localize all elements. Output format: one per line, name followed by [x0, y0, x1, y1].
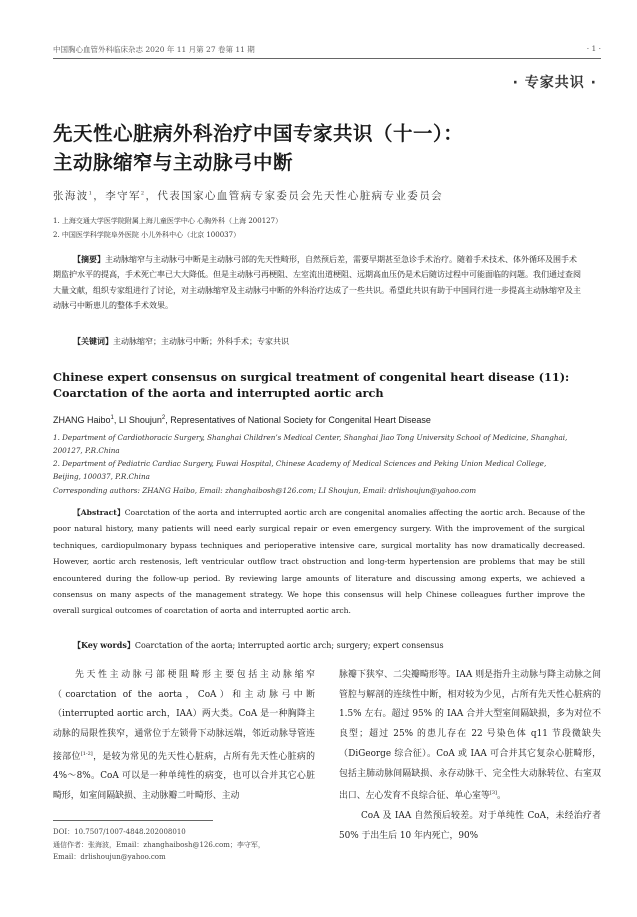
doi-label: DOI： [53, 828, 75, 836]
body-right-paragraph-1 [339, 666, 601, 807]
title-cn-line1: 先天性心脏病外科治疗中国专家共识（十一）： [53, 122, 464, 145]
author-group-cn: ，代表国家心血管病专家委员会先天性心脏病专业委员会 [145, 190, 443, 202]
footnote-divider [53, 820, 213, 821]
author-group-en: , Representatives of National Society for Congenital Heart Disease [165, 415, 431, 425]
body-column-right [339, 666, 601, 846]
author-1-en: ZHANG Haibo [53, 415, 111, 425]
authors-en [53, 415, 431, 425]
author-2-en-sup: 2 [161, 415, 166, 421]
doi-link[interactable]: 10.7507/1007-4848.202008010 [74, 828, 186, 836]
body-right-text-a: 脉瓣下狭窄、二尖瓣畸形等。IAA 则是指升主动脉与降主动脉之间管腔与解剖的连续性中断，相对较为少见，占所有先天性心脏病的 1.5% 左右。超过 95% 的 IAA 合并大型室间隔缺损，多为对位不良型；超过 25% 的患儿存在 22 号染色体 q11 节段微缺失（DiGeorge 综合征）。CoA 或 IAA 可合并其它复杂心脏畸形，包括主肺动脉间隔缺损、永存动脉干、完全性大动脉转位、右室双出口、左心发育不良综合征、单心室等 [339, 670, 601, 802]
keywords-cn-label: 【关键词】 [73, 336, 113, 346]
title-en-line1: Chinese expert consensus on surgical treatment of congenital heart disease (11): [53, 370, 570, 384]
abstract-en-label: 【Abstract】 [73, 508, 125, 517]
body-left-text-b: ，是较为常见的先天性心脏病，占所有先天性心脏病的 4%～8%。CoA 可以是一种单纯性的病变，也可以合并其它心脏畸形，如室间隔缺损、主动脉瓣二叶畸形、主动 [53, 751, 316, 802]
correspondence-line-1: 通信作者：张海波，Email：zhanghaibosh@126.com；李守军， [53, 841, 265, 849]
author-1-sup: 1 [88, 190, 94, 197]
abstract-cn [53, 252, 583, 313]
title-cn-line2: 主动脉缩窄与主动脉弓中断 [53, 151, 294, 174]
keywords-en-label: 【Key words】 [73, 640, 135, 650]
affiliation-cn-2: 2. 中国医学科学院阜外医院 小儿外科中心（北京 100037） [53, 231, 241, 239]
author-1-cn: 张海波 [53, 190, 89, 202]
corresponding-authors: Corresponding authors: ZHANG Haibo, Email: zhanghaibosh@126.com; LI Shoujun, Email: drlishoujun@yahoo.com [53, 486, 477, 495]
body-right-text-b: 。 [496, 791, 506, 802]
doi-line [53, 827, 186, 838]
keywords-cn-text: 主动脉缩窄；主动脉弓中断；外科手术；专家共识 [113, 337, 289, 346]
abstract-en [53, 505, 585, 620]
abstract-en-text: Coarctation of the aorta and interrupted aortic arch are congenital anomalies affecting the aortic arch. Because of the poor natural history, many patients will need early surgical repair or even emergency surgery. With the improvement of the surgical techniques, cardiopulmonary bypass techniques and perioperative intensive care, surgical mortality has now dramatically decreased. However, aortic arch restenosis, left ventricular outflow tract obstruction and long-term hypertension are problems that may be still encountered during the follow-up period. By reviewing large amounts of literature and discussing among experts, we achieved a consensus on many aspects of the management strategy. We hope this consensus will help Chinese colleagues further improve the overall surgical outcomes of coarctation of aorta and interrupted aortic arch. [53, 508, 585, 616]
correspondence-line-2: Email：drlishoujun@yahoo.com [53, 853, 166, 861]
abstract-cn-text: 主动脉缩窄与主动脉弓中断是主动脉弓部的先天性畸形，自然预后差，需要早期甚至急诊手术治疗。随着手术技术、体外循环及围手术期监护水平的提高，手术死亡率已大大降低。但是主动脉弓再梗阻、左室流出道梗阻、远期高血压仍是术后随访过程中可能面临的问题。我们通过查阅大量文献，组织专家组进行了讨论，对主动脉缩窄及主动脉弓中断的外科治疗达成了一些共识。希望此共识有助于中国同行进一步提高主动脉缩窄及主动脉弓中断患儿的整体手术效果。 [53, 255, 581, 310]
body-column-left [53, 666, 315, 807]
affiliation-en-1: 1. Department of Cardiothoracic Surgery, Shanghai Children’s Medical Center, Shanghai Jiao Tong University School of Medicine, Shanghai, 200127, P.R.China [53, 433, 568, 455]
citation-ref: [1-2] [80, 750, 93, 757]
keywords-en [73, 640, 444, 651]
author-1-en-sup: 1 [110, 415, 114, 421]
keywords-en-text: Coarctation of the aorta; interrupted aortic arch; surgery; expert consensus [134, 641, 444, 650]
citation-ref: [3] [489, 790, 497, 797]
abstract-cn-label: 【摘要】 [73, 254, 105, 264]
body-right-paragraph-2: CoA 及 IAA 自然预后较差。对于单纯性 CoA，未经治疗者 50% 于出生后 10 年内死亡，90% [339, 810, 601, 841]
affiliation-en-2: 2. Department of Pediatric Cardiac Surgery, Fuwai Hospital, Chinese Academy of Medical Sciences and Peking Union Medical College, Beijing, 100037, P.R.China [53, 459, 547, 481]
header-divider [53, 58, 601, 59]
author-2-cn: ，李守军 [93, 190, 141, 202]
affiliation-cn-1: 1. 上海交通大学医学院附属上海儿童医学中心 心胸外科（上海 200127） [53, 217, 283, 225]
section-label: · 专家共识 · [512, 75, 597, 91]
page-number: · 1 · [586, 44, 601, 53]
body-left-text-a: 先天性主动脉弓部梗阻畸形主要包括主动脉缩窄（coarctation of the aorta，CoA）和主动脉弓中断（interrupted aortic arch，IAA）两大类。CoA 是一种胸降主动脉的局限性狭窄，通常位于左锁骨下动脉远端，邻近动脉导管连接部位 [53, 670, 315, 762]
authors-cn [53, 188, 443, 203]
keywords-cn [73, 336, 289, 347]
author-2-sup: 2 [140, 190, 146, 197]
journal-header: 中国胸心血管外科临床杂志 2020 年 11 月第 27 卷第 11 期 [53, 45, 255, 54]
author-2-en: , LI Shoujun [113, 415, 162, 425]
title-en-line2: Coarctation of the aorta and interrupted aortic arch [53, 386, 384, 400]
